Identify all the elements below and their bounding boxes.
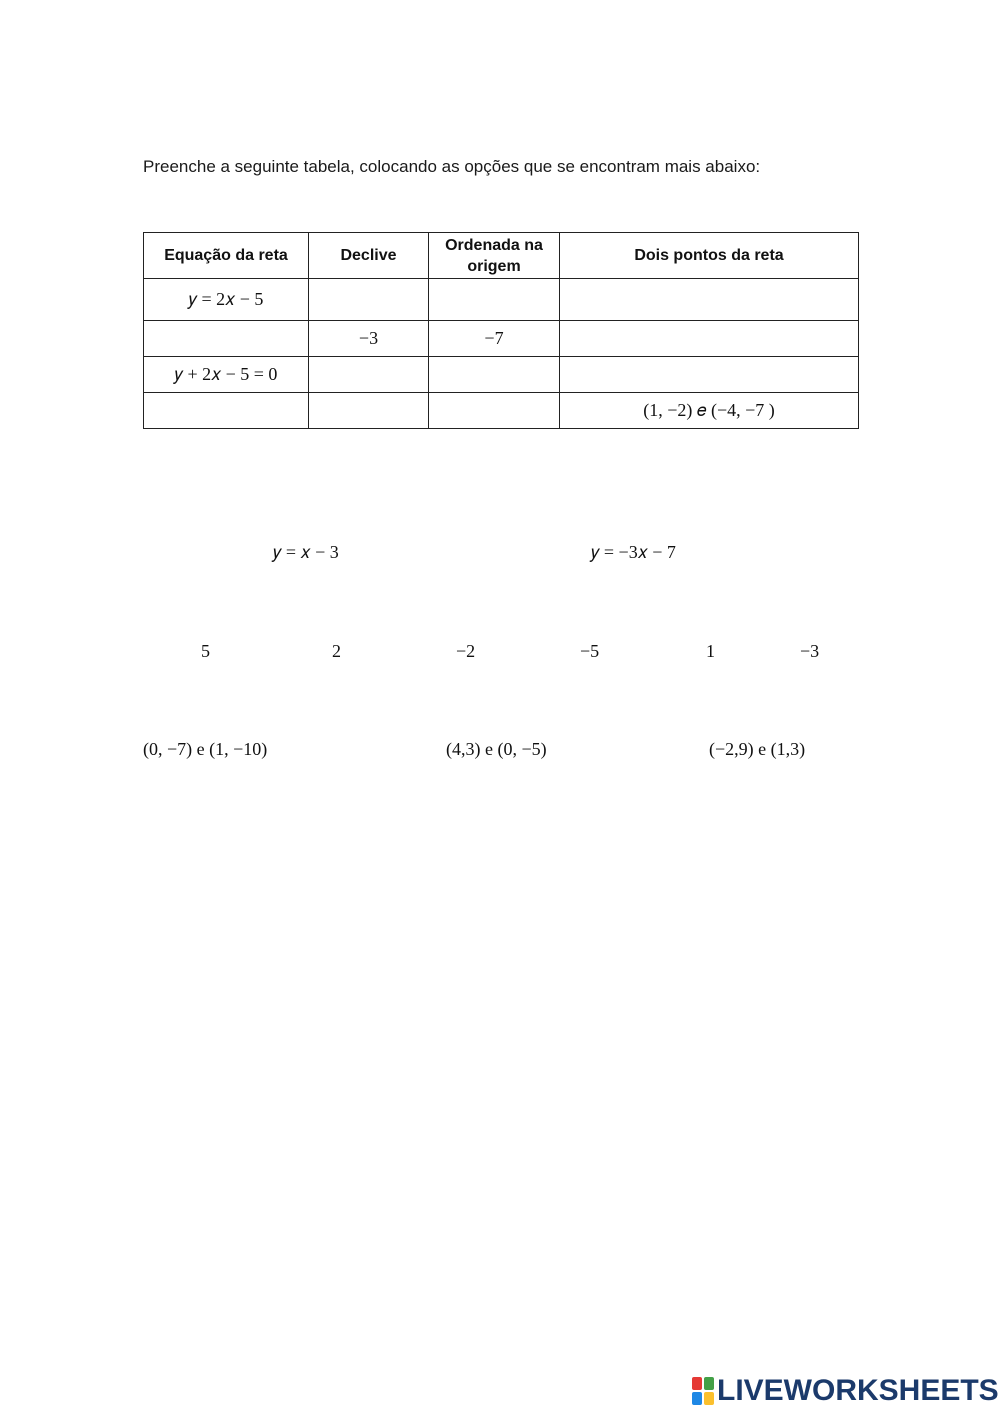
option-points-2[interactable]: (4,3) e (0, −5) (446, 739, 547, 759)
cell-r1-intercept[interactable] (429, 279, 560, 321)
logo-block-yellow (704, 1392, 714, 1405)
cell-r2-points[interactable] (560, 321, 859, 357)
cell-r2-equation[interactable] (144, 321, 309, 357)
option-number-1[interactable]: 5 (201, 641, 210, 661)
brand-name: LIVEWORKSHEETS (717, 1374, 999, 1407)
logo-blocks-icon (692, 1377, 714, 1405)
header-intercept: Ordenada na origem (429, 233, 560, 279)
option-equation-1[interactable]: 𝑦 = 𝑥 − 3 (273, 542, 339, 562)
cell-r3-equation[interactable]: 𝑦 + 2𝑥 − 5 = 0 (144, 357, 309, 393)
header-points: Dois pontos da reta (560, 233, 859, 279)
option-points-1[interactable]: (0, −7) e (1, −10) (143, 739, 268, 759)
logo-block-blue (692, 1392, 702, 1405)
logo-block-green (704, 1377, 714, 1390)
logo-block-red (692, 1377, 702, 1390)
cell-r3-slope[interactable] (309, 357, 429, 393)
cell-r3-points[interactable] (560, 357, 859, 393)
cell-r3-intercept[interactable] (429, 357, 560, 393)
header-equation: Equação da reta (144, 233, 309, 279)
header-slope: Declive (309, 233, 429, 279)
cell-r1-points[interactable] (560, 279, 859, 321)
cell-r1-equation[interactable]: 𝑦 = 2𝑥 − 5 (144, 279, 309, 321)
option-number-4[interactable]: −5 (580, 641, 600, 661)
option-number-6[interactable]: −3 (800, 641, 820, 661)
instruction-text: Preenche a seguinte tabela, colocando as opções que se encontram mais abaixo: (143, 157, 761, 176)
cell-r2-intercept[interactable]: −7 (429, 321, 560, 357)
liveworksheets-logo (692, 1374, 999, 1408)
option-equation-2[interactable]: 𝑦 = −3𝑥 − 7 (591, 542, 676, 562)
cell-r4-intercept[interactable] (429, 393, 560, 429)
cell-r4-equation[interactable] (144, 393, 309, 429)
cell-r1-slope[interactable] (309, 279, 429, 321)
option-number-2[interactable]: 2 (332, 641, 341, 661)
cell-r4-points[interactable]: (1, −2) 𝑒 (−4, −7 ) (560, 393, 859, 429)
cell-r2-slope[interactable]: −3 (309, 321, 429, 357)
option-number-5[interactable]: 1 (706, 641, 715, 661)
option-number-3[interactable]: −2 (456, 641, 476, 661)
option-points-3[interactable]: (−2,9) e (1,3) (709, 739, 806, 759)
cell-r4-slope[interactable] (309, 393, 429, 429)
worksheet-table (143, 232, 859, 429)
